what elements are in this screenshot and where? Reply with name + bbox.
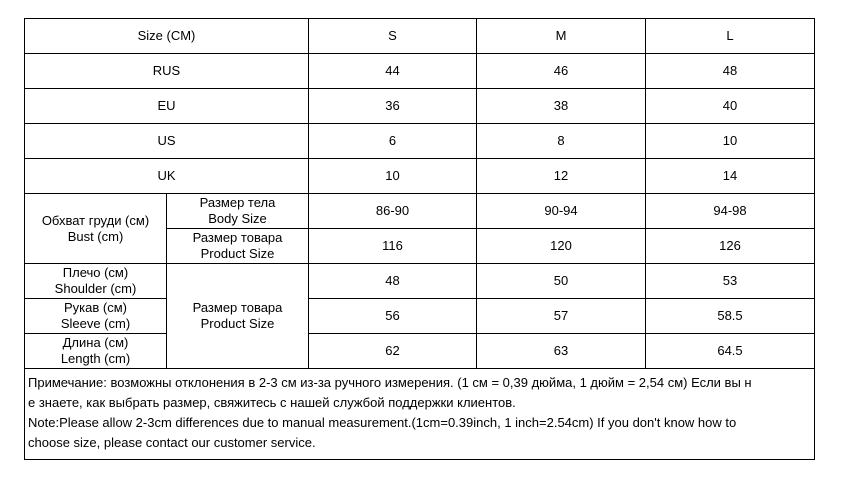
row-label: US	[25, 124, 309, 159]
bust-body-row	[25, 194, 815, 229]
cell-value: 48	[309, 264, 477, 299]
note-row	[25, 369, 815, 460]
bust-label-ru: Обхват груди (см)	[41, 212, 150, 228]
cell-value: 63	[477, 334, 646, 369]
header-label: Size (CM)	[25, 19, 309, 54]
product-size-group-ru: Размер товара	[192, 300, 283, 315]
length-label-en: Length (cm)	[60, 351, 131, 366]
body-size-ru: Размер тела	[199, 195, 276, 210]
cell-value: 120	[477, 229, 646, 264]
product-size-en: Product Size	[200, 246, 275, 261]
cell-value: 94-98	[646, 194, 815, 229]
table-row	[25, 124, 815, 159]
cell-value: 12	[477, 159, 646, 194]
cell-value: 38	[477, 89, 646, 124]
table-row	[25, 54, 815, 89]
cell-value: 56	[309, 299, 477, 334]
sleeve-label-ru: Рукав (см)	[64, 300, 127, 315]
sleeve-label	[25, 299, 167, 334]
cell-value: 44	[309, 54, 477, 89]
cell-value: 90-94	[477, 194, 646, 229]
cell-value: 58.5	[646, 299, 815, 334]
length-label-ru: Длина (см)	[62, 335, 129, 350]
cell-value: 46	[477, 54, 646, 89]
cell-value: 48	[646, 54, 815, 89]
shoulder-label-en: Shoulder (cm)	[54, 281, 137, 296]
cell-value: 64.5	[646, 334, 815, 369]
cell-value: 126	[646, 229, 815, 264]
product-size-label	[167, 229, 309, 264]
length-row	[25, 334, 815, 369]
cell-value: 53	[646, 264, 815, 299]
shoulder-label	[25, 264, 167, 299]
note-line-en-1: Note:Please allow 2-3cm differences due to manual measurement.(1cm=0.39inch, 1 inch=2.54cm) If you don't know how to	[28, 415, 737, 430]
size-m-header: M	[477, 19, 646, 54]
body-size-label	[167, 194, 309, 229]
size-s-header: S	[309, 19, 477, 54]
cell-value: 36	[309, 89, 477, 124]
size-l-header: L	[646, 19, 815, 54]
cell-value: 6	[309, 124, 477, 159]
cell-value: 10	[309, 159, 477, 194]
row-label: EU	[25, 89, 309, 124]
cell-value: 14	[646, 159, 815, 194]
product-size-group-en: Product Size	[200, 316, 275, 331]
table-row	[25, 89, 815, 124]
cell-value: 86-90	[309, 194, 477, 229]
note-line-ru-2: е знаете, как выбрать размер, свяжитесь с нашей службой поддержки клиентов.	[28, 395, 516, 410]
bust-label	[25, 194, 167, 264]
shoulder-label-ru: Плечо (см)	[62, 265, 129, 280]
cell-value: 57	[477, 299, 646, 334]
note-cell	[25, 369, 815, 460]
cell-value: 50	[477, 264, 646, 299]
cell-value: 116	[309, 229, 477, 264]
cell-value: 10	[646, 124, 815, 159]
cell-value: 8	[477, 124, 646, 159]
product-size-group-label	[167, 264, 309, 369]
table-row	[25, 159, 815, 194]
bust-label-en: Bust (cm)	[67, 228, 124, 244]
note-line-ru-1: Примечание: возможны отклонения в 2-3 см из-за ручного измерения. (1 см = 0,39 дюйма, 1 дюйм = 2,54 см) Если вы н	[28, 375, 752, 390]
cell-value: 40	[646, 89, 815, 124]
row-label: RUS	[25, 54, 309, 89]
header-row	[25, 19, 815, 54]
cell-value: 62	[309, 334, 477, 369]
body-size-en: Body Size	[208, 211, 267, 226]
sleeve-row	[25, 299, 815, 334]
size-chart-table	[24, 18, 815, 460]
shoulder-row	[25, 264, 815, 299]
product-size-ru: Размер товара	[192, 230, 283, 245]
row-label: UK	[25, 159, 309, 194]
length-label	[25, 334, 167, 369]
sleeve-label-en: Sleeve (cm)	[60, 316, 131, 331]
note-line-en-2: choose size, please contact our customer service.	[28, 435, 316, 450]
